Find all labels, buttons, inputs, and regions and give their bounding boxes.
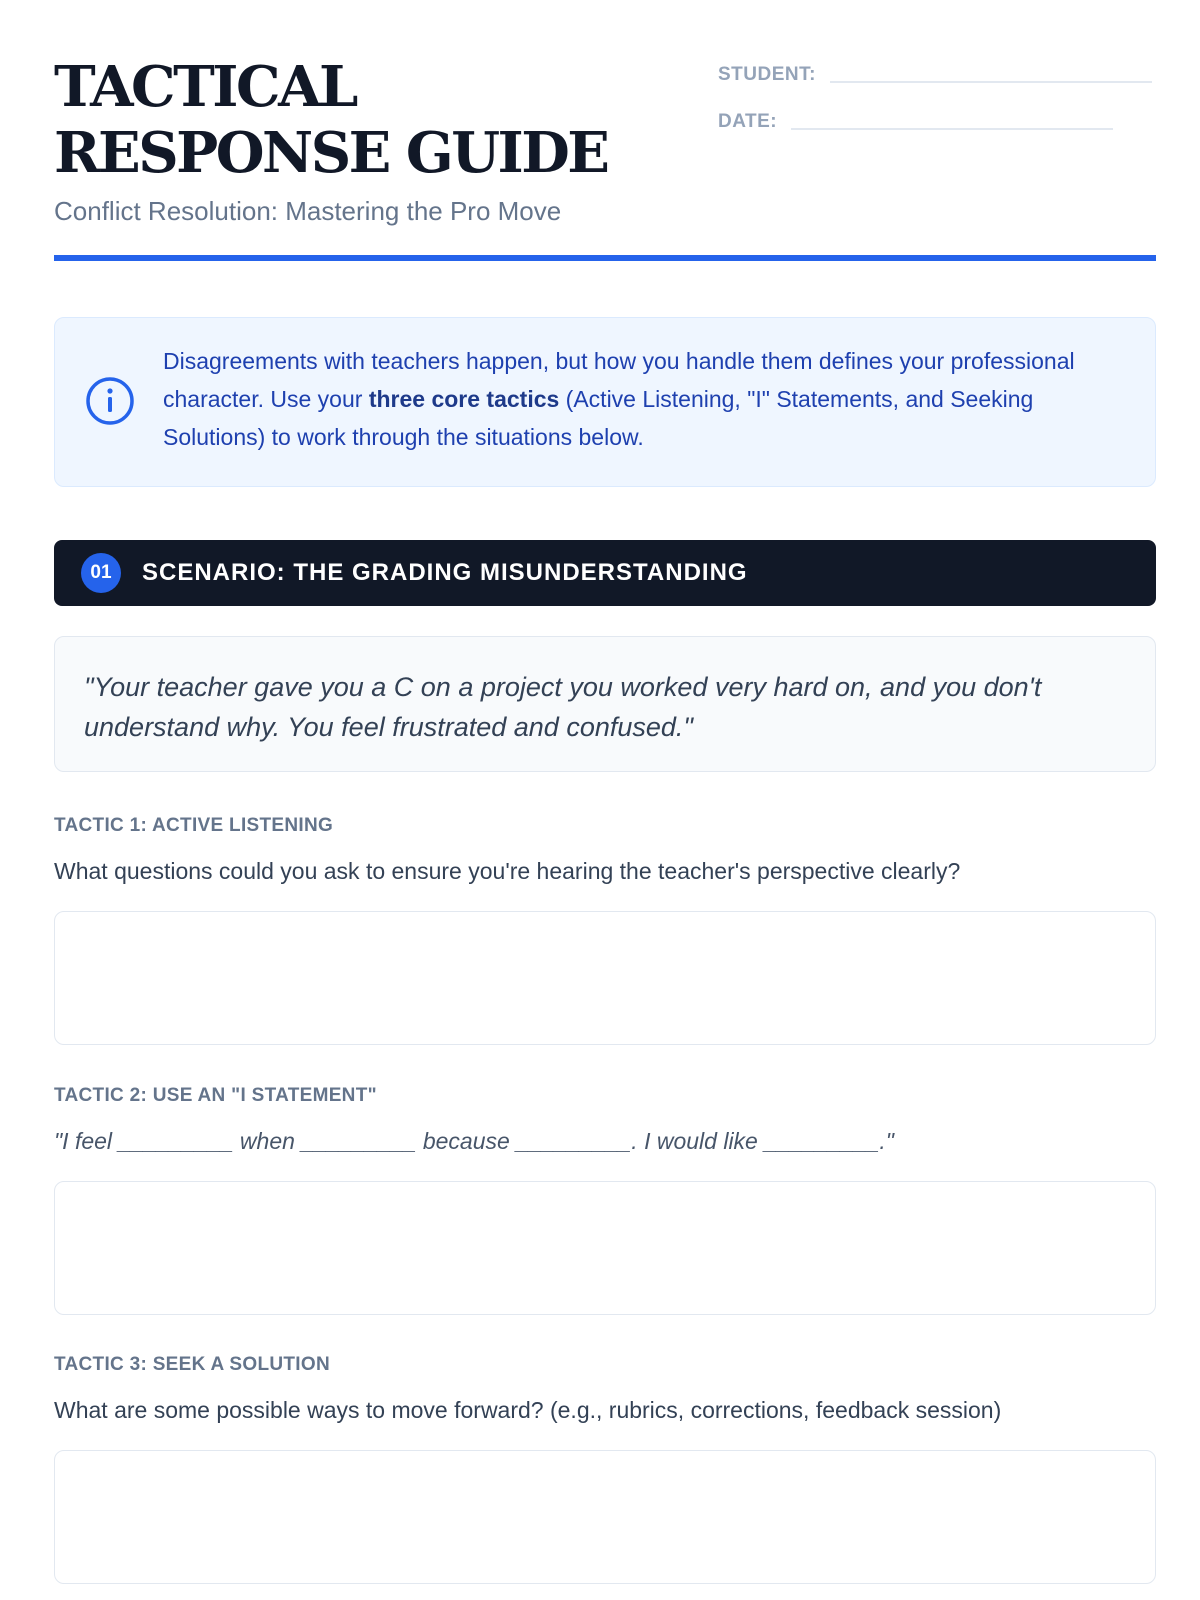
tactic-2-prompt: "I feel _________ when _________ because _________. I would like _________." [54,1128,894,1154]
scenario-header [54,540,1156,606]
tactic-1-label: TACTIC 1: ACTIVE LISTENING [54,815,334,836]
tactic-3-answer-box[interactable] [54,1450,1156,1584]
tactic-3-prompt: What are some possible ways to move forward? (e.g., rubrics, corrections, feedback session) [54,1397,1002,1423]
date-label: DATE: [718,111,778,132]
scenario-number-badge: 01 [81,553,121,593]
info-icon [85,376,135,426]
scenario-quote-box [54,636,1156,772]
tactic-2-label: TACTIC 2: USE AN "I STATEMENT" [54,1085,377,1106]
date-row [718,101,1158,133]
page-subtitle: Conflict Resolution: Mastering the Pro Move [54,196,562,226]
student-name-field[interactable] [830,81,1152,83]
intro-text-start: Disagreements with teachers happen, but how you handle them defines your professional character. Use your [163,348,1075,412]
tactic-2-answer-box[interactable] [54,1181,1156,1315]
tactic-3-label: TACTIC 3: SEEK A SOLUTION [54,1354,330,1375]
page-title: TACTICAL RESPONSE GUIDE [54,54,608,186]
intro-text-emphasis: three core tactics [368,386,560,412]
tactic-1-answer-box[interactable] [54,911,1156,1045]
date-field[interactable] [791,128,1113,130]
tactic-1-prompt: What questions could you ask to ensure you're hearing the teacher's perspective clearly? [54,858,961,884]
page-header [54,54,1156,227]
student-label: STUDENT: [718,64,816,85]
header-divider [54,255,1156,261]
intro-text-end: (Active Listening, "I" Statements, and Seeking Solutions) to work through the situations below. [163,386,1034,450]
intro-text [163,342,1113,456]
scenario-title: SCENARIO: THE GRADING MISUNDERSTANDING [142,559,748,586]
student-row [718,54,1158,86]
student-info [718,54,1158,133]
intro-callout [54,317,1156,487]
scenario-quote: "Your teacher gave you a C on a project you worked very hard on, and you don't understand why. You feel frustrated and confused." [84,672,1042,742]
